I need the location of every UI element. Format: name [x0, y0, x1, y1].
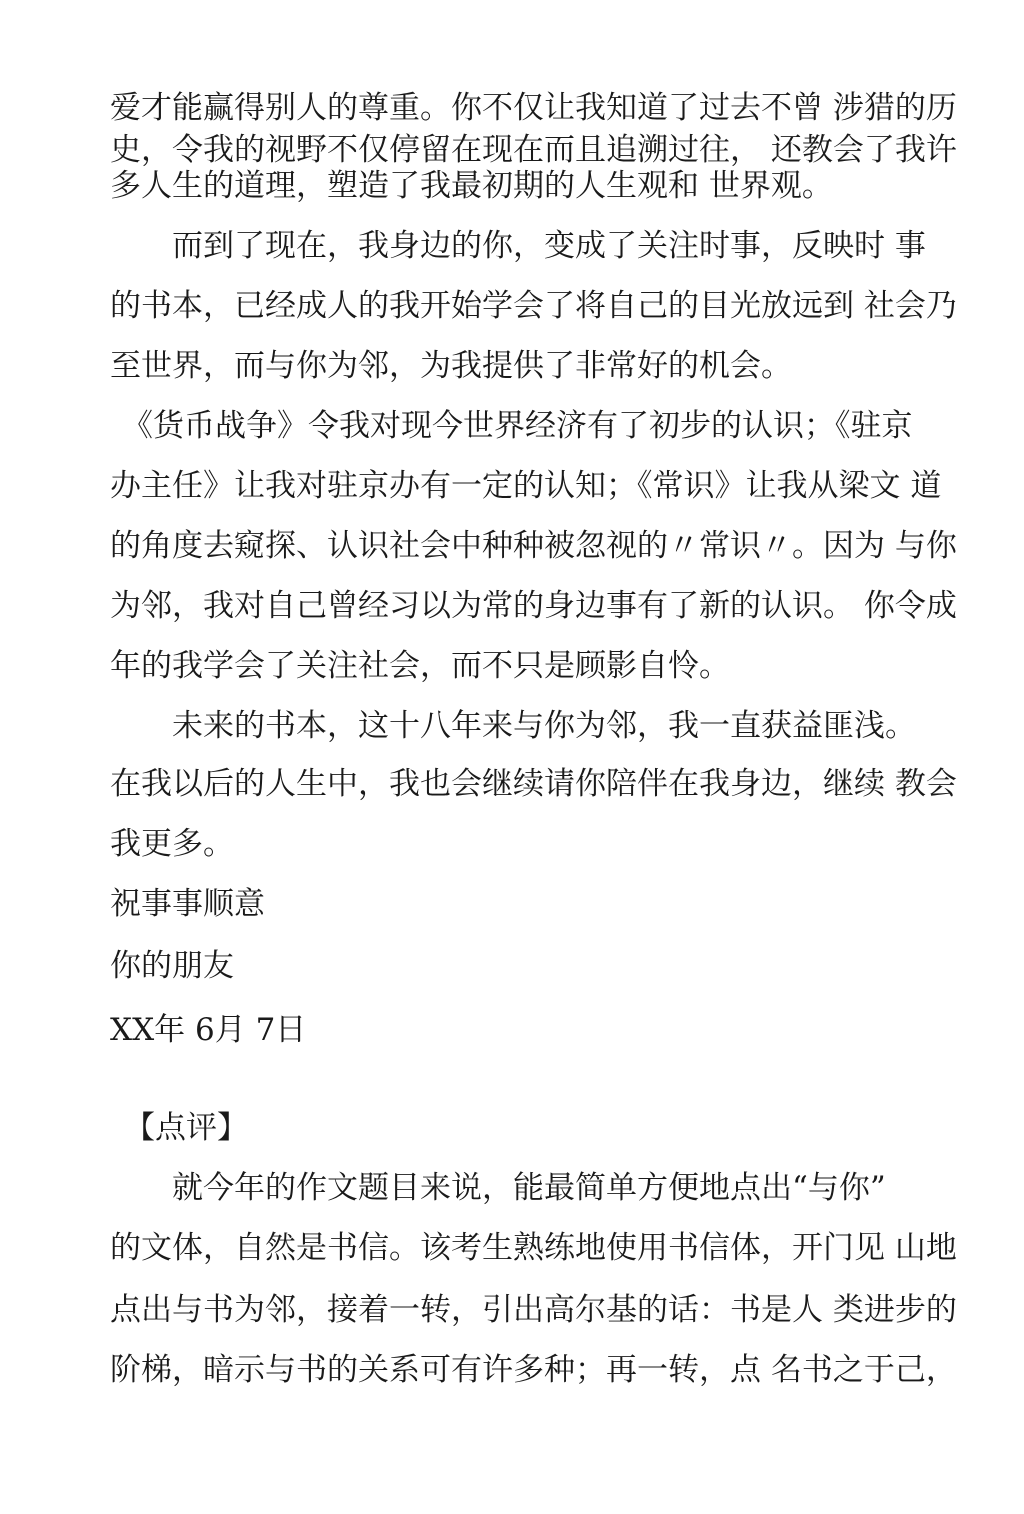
paragraph-line: 办主任》让我对驻京办有一定的认知；《常识》让我从梁文 道: [110, 468, 942, 504]
commentary-line: 阶梯，暗示与书的关系可有许多种；再一转，点 名书之于己，: [110, 1352, 957, 1388]
commentary-line: 点出与书为邻，接着一转，引出高尔基的话：书是人 类进步的: [110, 1292, 957, 1328]
paragraph-line: 我更多。: [110, 826, 234, 862]
paragraph-line: 《货币战争》令我对现今世界经济有了初步的认识；《驻京: [122, 408, 913, 444]
paragraph-line: 爱才能赢得别人的尊重。你不仅让我知道了过去不曾 涉猎的历: [110, 90, 957, 126]
paragraph-line: 在我以后的人生中，我也会继续请你陪伴在我身边，继续 教会: [110, 766, 957, 802]
paragraph-line: 而到了现在，我身边的你，变成了关注时事，反映时 事: [172, 228, 926, 264]
commentary-line: 的文体，自然是书信。该考生熟练地使用书信体，开门见 山地: [110, 1230, 957, 1266]
commentary-heading: 【点评】: [124, 1110, 248, 1146]
paragraph-line: 未来的书本，这十八年来与你为邻，我一直获益匪浅。: [172, 708, 916, 744]
letter-date: XX年 6月 7日: [110, 1012, 307, 1048]
signature: 你的朋友: [110, 948, 234, 984]
paragraph-line: 至世界，而与你为邻，为我提供了非常好的机会。: [110, 348, 792, 384]
commentary-line: 就今年的作文题目来说，能最简单方便地点出“与你”: [172, 1170, 886, 1206]
paragraph-line: 为邻，我对自己曾经习以为常的身边事有了新的认识。 你令成: [110, 588, 957, 624]
paragraph-line: 的角度去窥探、认识社会中种种被忽视的〃常识〃。因为 与你: [110, 528, 957, 564]
paragraph-line: 年的我学会了关注社会，而不只是顾影自怜。: [110, 648, 730, 684]
paragraph-line: 的书本，已经成人的我开始学会了将自己的目光放远到 社会乃: [110, 288, 957, 324]
paragraph-line: 多人生的道理，塑造了我最初期的人生观和 世界观。: [110, 168, 833, 204]
closing-wish: 祝事事顺意: [110, 886, 265, 922]
paragraph-line: 史，令我的视野不仅停留在现在而且追溯过往， 还教会了我许: [110, 132, 957, 168]
